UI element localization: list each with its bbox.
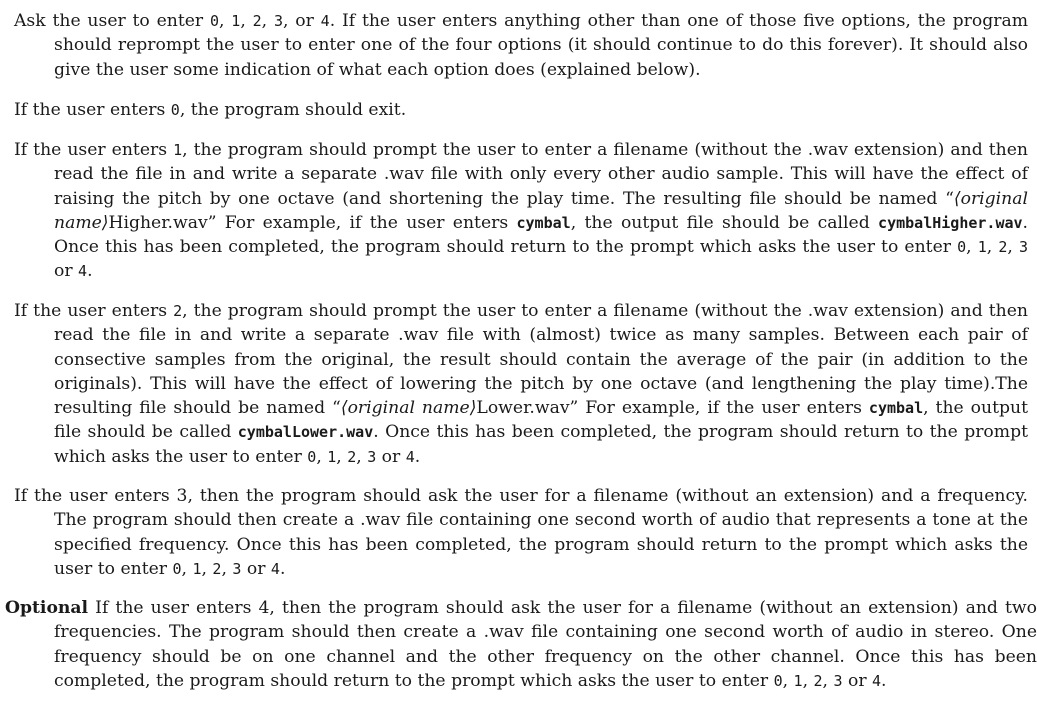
option-2-paragraph: If the user enters 2, the program should prompt the user to enter a filename (without the .wav extension) and then read the file in and write a separate .wav file with (almost) twice as many samples. Between each pair of consective samples from the original, the result should contain the average of the pair (in addition to the originals). This will have the effect of lowering the pitch by one octave (and lengthening the play time).The resulting file should be named “⟨original name⟩Lower.wav” For example, if the user enters cymbal, the output file should be called cymbalLower.wav. Once this has been completed, the program should return to the prompt which asks the user to enter 0, 1, 2, 3 or 4. — [14, 301, 1028, 467]
intro-paragraph: Ask the user to enter 0, 1, 2, 3, or 4. If the user enters anything other than one of those five options, the program should reprompt the user to enter one of the four options (it should continue to do this forever). It should also give the user some indication of what each option does (explained below). — [14, 11, 1029, 80]
example-output: cymbalHigher.wav — [878, 213, 1023, 232]
option-code: 0 — [209, 12, 219, 30]
optional-option-4-paragraph: Optional If the user enters 4, then the program should ask the user for a filename (without an extension) and two frequencies. The program should then create a .wav file containing one second worth of audio in stereo. One frequency should be on one channel and the other frequency on the other channel. Once this has been completed, the program should return to the prompt which asks the user to enter 0, 1, 2, 3 or 4. — [5, 598, 1037, 691]
original-name-placeholder: ⟨original name⟩ — [340, 398, 477, 419]
option-code: 2 — [252, 12, 262, 30]
option-1-paragraph: If the user enters 1, the program should prompt the user to enter a filename (without the .wav extension) and then read the file in and write a separate .wav file with only every other audio sample. This will have the effect of raising the pitch by one octave (and shortening the play time. The resulting file should be named “⟨original name⟩Higher.wav” For example, if the user enters cymbal, the output file should be called cymbalHigher.wav. Once this has been completed, the program should return to the prompt which asks the user to enter 0, 1, 2, 3 or 4. — [14, 140, 1029, 282]
option-code: 2 — [173, 302, 183, 320]
example-output: cymbalLower.wav — [237, 423, 374, 442]
option-code: 4 — [320, 12, 330, 30]
option-code: 3 — [273, 12, 283, 30]
option-code: 1 — [173, 141, 183, 159]
example-input: cymbal — [868, 399, 924, 418]
option-code: 1 — [231, 12, 241, 30]
option-3-paragraph: If the user enters 3, then the program should ask the user for a filename (without an extension) and a frequency. The program should then create a .wav file containing one second worth of audio that represents a tone at the specified frequency. Once this has been completed, the program should return to the prompt which asks the user to enter 0, 1, 2, 3 or 4. — [14, 486, 1028, 579]
original-name-placeholder: ⟨original name⟩ — [54, 188, 1028, 233]
example-input: cymbal — [516, 213, 571, 232]
option-0-paragraph: If the user enters 0, the program should exit. — [14, 100, 407, 120]
optional-label: Optional — [5, 598, 89, 618]
option-code: 0 — [170, 101, 180, 119]
